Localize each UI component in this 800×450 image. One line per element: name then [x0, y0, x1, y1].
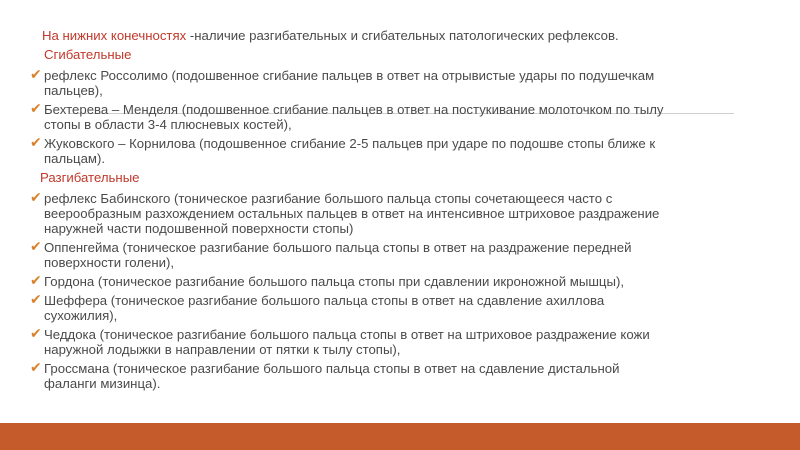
footer-accent-bar: [0, 423, 800, 450]
item-text: Гордона (тоническое разгибание большого пальца стопы при сдавлении икроножной мышцы),: [44, 274, 625, 289]
extensor-heading: Разгибательные: [40, 170, 140, 185]
list-item: [30, 293, 765, 323]
checkmark-icon: ✔: [30, 360, 42, 376]
item-text: Шеффера (тоническое разгибание большого пальца стопы в ответ на сдавление ахиллова: [44, 293, 605, 308]
item-text: Жуковского – Корнилова (подошвенное сгибание 2-5 пальцев при ударе по подошве стопы ближе к: [44, 136, 656, 151]
checkmark-icon: ✔: [30, 101, 42, 117]
item-text: Чеддока (тоническое разгибание большого пальца стопы в ответ на штриховое раздражение кожи: [44, 327, 650, 342]
item-text: рефлекс Бабинского (тоническое разгибание большого пальца стопы сочетающееся часто с: [44, 191, 613, 206]
checkmark-icon: ✔: [30, 67, 42, 83]
item-text: наружной лодыжки в направлении от пятки к тылу стопы),: [44, 342, 401, 357]
item-text: Оппенгейма (тоническое разгибание большого пальца стопы в ответ на раздражение передней: [44, 240, 632, 255]
list-item: [30, 274, 765, 289]
list-item: [30, 191, 765, 236]
list-item: [30, 327, 765, 357]
checkmark-icon: ✔: [30, 292, 42, 308]
item-text: фаланги мизинца).: [44, 376, 161, 391]
item-text: пальцев),: [44, 83, 103, 98]
list-item: [30, 136, 765, 166]
item-text: веерообразным разхождением остальных пальцев в ответ на интенсивное штриховое раздражение: [44, 206, 660, 221]
item-text: поверхности голени),: [44, 255, 175, 270]
item-text: пальцам).: [44, 151, 106, 166]
checkmark-icon: ✔: [30, 135, 42, 151]
item-text: стопы в области 3-4 плюсневых костей),: [44, 117, 292, 132]
checkmark-icon: ✔: [30, 190, 42, 206]
list-item: [30, 361, 765, 391]
intro-paragraph: [30, 28, 765, 43]
checkmark-icon: ✔: [30, 326, 42, 342]
flexor-heading: Сгибательные: [44, 47, 132, 62]
item-text: Гроссмана (тоническое разгибание большого пальца стопы в ответ на сдавление дистальной: [44, 361, 620, 376]
slide-content: [30, 28, 765, 395]
list-item: [30, 240, 765, 270]
item-text: Бехтерева – Менделя (подошвенное сгибание пальцев в ответ на постукивание молоточком по тылу: [44, 102, 664, 117]
item-text: рефлекс Россолимо (подошвенное сгибание пальцев в ответ на отрывистые удары по подушечкам: [44, 68, 655, 83]
item-text: наружней части подошвенной поверхности стопы): [44, 221, 354, 236]
item-text: сухожилия),: [44, 308, 118, 323]
checkmark-icon: ✔: [30, 239, 42, 255]
intro-text: -наличие разгибательных и сгибательных патологических рефлексов.: [186, 28, 619, 43]
checkmark-icon: ✔: [30, 273, 42, 289]
list-item: [30, 102, 765, 132]
intro-highlight: На нижних конечностях: [42, 28, 187, 43]
list-item: [30, 68, 765, 98]
